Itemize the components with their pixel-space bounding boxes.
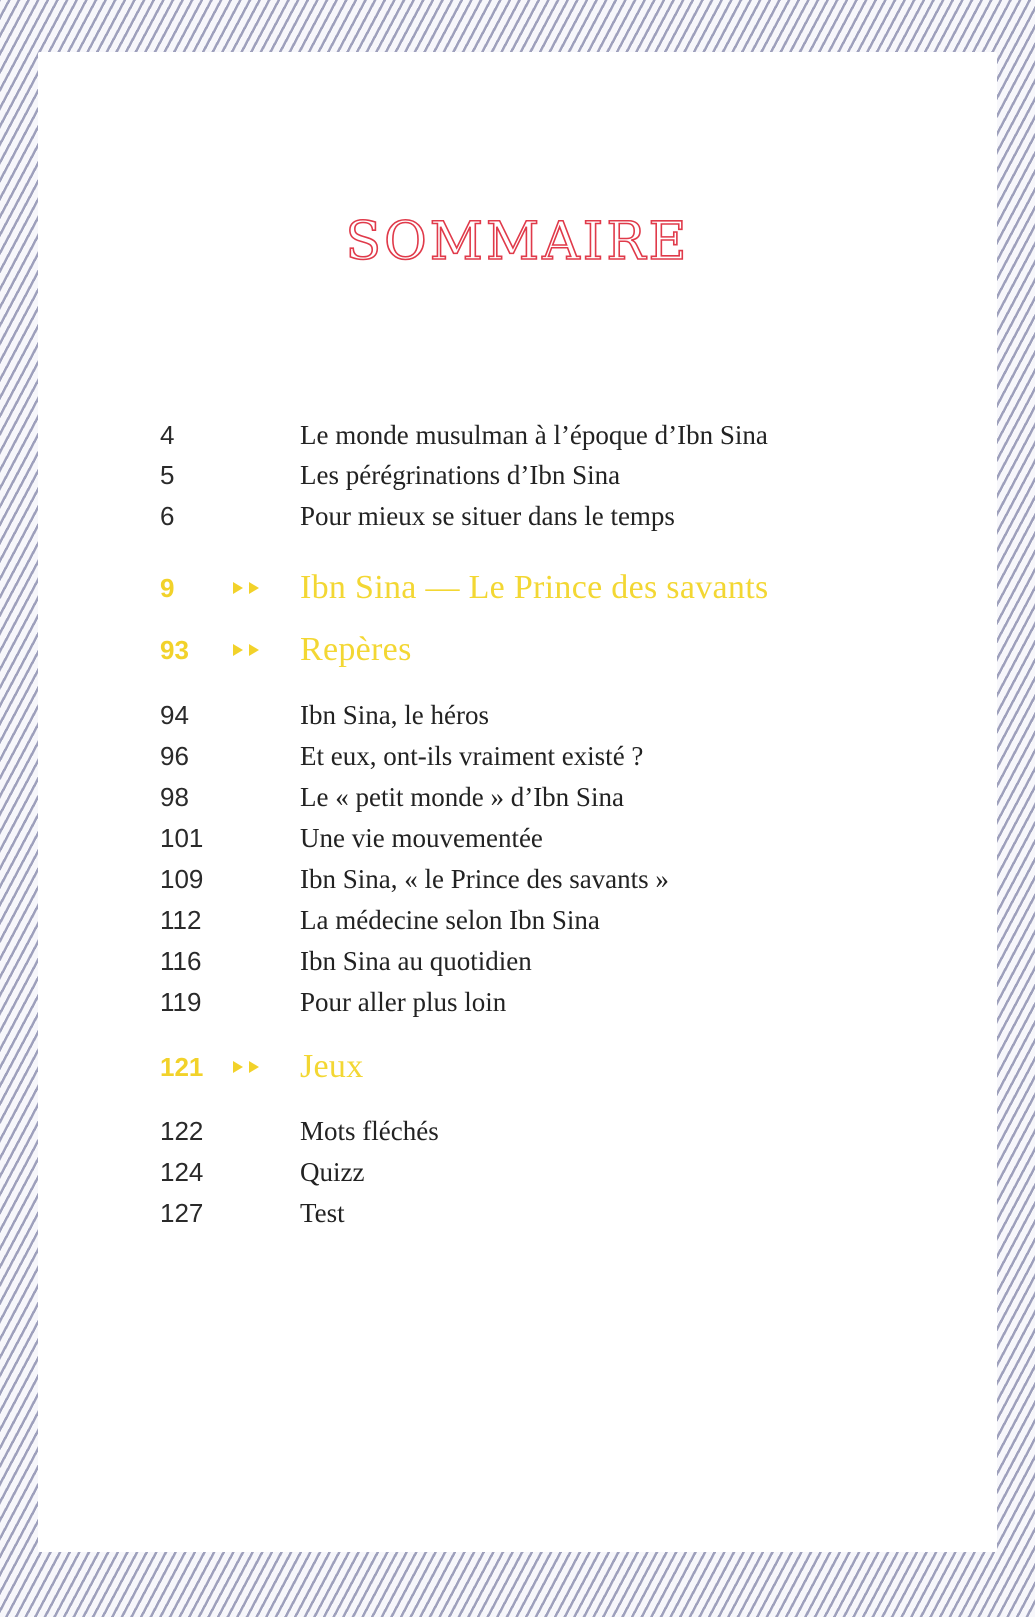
toc-page-number: 94 <box>160 700 189 730</box>
toc-page-number: 96 <box>160 741 189 771</box>
toc-section-label: Ibn Sina — Le Prince des savants <box>300 569 769 606</box>
toc-entry-label: Mots fléchés <box>300 1116 439 1146</box>
toc-entry-label: Et eux, ont-ils vraiment existé ? <box>300 741 644 771</box>
toc-entry-label: Test <box>300 1198 345 1228</box>
toc-entry-label: Quizz <box>300 1157 365 1187</box>
toc-entry-label: Ibn Sina, « le Prince des savants » <box>300 864 669 894</box>
toc-page-number: 98 <box>160 782 189 812</box>
toc-section-page-number: 93 <box>160 635 189 665</box>
double-arrow-icon <box>233 1058 273 1076</box>
double-arrow-icon <box>233 641 273 659</box>
toc-page-number: 101 <box>160 823 204 853</box>
toc-entry-label: La médecine selon Ibn Sina <box>300 905 600 935</box>
toc-page-number: 6 <box>160 501 175 531</box>
toc-entry-label: Le « petit monde » d’Ibn Sina <box>300 782 624 812</box>
page-title: SOMMAIRE <box>345 212 690 272</box>
toc-entry-label: Ibn Sina, le héros <box>300 700 489 730</box>
toc-section-page-number: 9 <box>160 573 175 603</box>
toc-page-number: 4 <box>160 420 175 450</box>
toc-section-label: Repères <box>300 631 412 668</box>
toc-section-label: Jeux <box>300 1048 364 1085</box>
toc-page-number: 119 <box>160 987 202 1017</box>
toc-entry-label: Pour mieux se situer dans le temps <box>300 501 675 531</box>
toc-page-number: 112 <box>160 905 202 935</box>
toc-page-number: 124 <box>160 1157 204 1187</box>
double-arrow-icon <box>233 579 273 597</box>
toc-entry-label: Les pérégrinations d’Ibn Sina <box>300 460 621 490</box>
toc-entry-label: Ibn Sina au quotidien <box>300 946 532 976</box>
toc-page-number: 5 <box>160 460 175 490</box>
toc-entry-label: Pour aller plus loin <box>300 987 507 1017</box>
toc-page-number: 116 <box>160 946 202 976</box>
toc-entry-label: Le monde musulman à l’époque d’Ibn Sina <box>300 420 768 450</box>
toc-page-number: 122 <box>160 1116 204 1146</box>
toc-page-number: 109 <box>160 864 204 894</box>
toc-section-page-number: 121 <box>160 1052 204 1082</box>
toc-entry-label: Une vie mouvementée <box>300 823 543 853</box>
toc-page-number: 127 <box>160 1198 204 1228</box>
